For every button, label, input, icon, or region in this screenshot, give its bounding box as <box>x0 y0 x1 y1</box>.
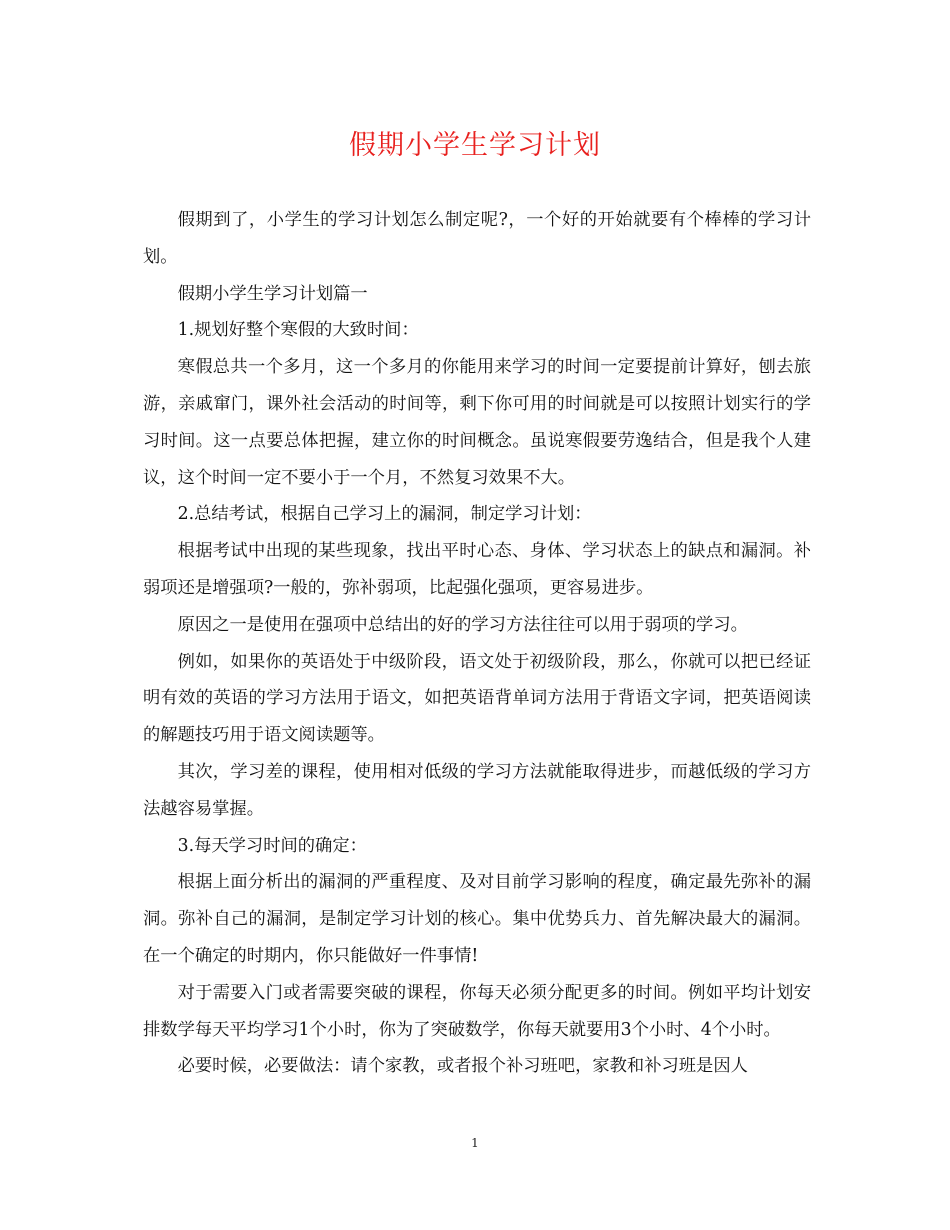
paragraph: 根据上面分析出的漏洞的严重程度、及对目前学习影响的程度，确定最先弥补的漏洞。弥补自己的漏洞，是制定学习计划的核心。集中优势兵力、首先解决最大的漏洞。在一个确定的时期内，你只能做好一件事情! <box>143 872 811 966</box>
paragraph-intro: 假期到了，小学生的学习计划怎么制定呢?，一个好的开始就要有个棒棒的学习计划。 <box>143 210 811 267</box>
document-body <box>143 202 811 1085</box>
item-heading-3: 3.每天学习时间的确定： <box>177 835 367 856</box>
paragraph: 寒假总共一个多月，这一个多月的你能用来学习的时间一定要提前计算好，刨去旅游，亲戚窜门，课外社会活动的时间等，剩下你可用的时间就是可以按照计划实行的学习时间。这一点要总体把握，建立你的时间概念。虽说寒假要劳逸结合，但是我个人建议，这个时间一定不要小于一个月，不然复习效果不大。 <box>143 357 811 488</box>
paragraph: 例如，如果你的英语处于中级阶段，语文处于初级阶段，那么，你就可以把已经证明有效的英语的学习方法用于语文，如把英语背单词方法用于背语文字词，把英语阅读的解题技巧用于语文阅读题等。 <box>143 651 811 746</box>
document-title: 假期小学生学习计划 <box>349 130 601 161</box>
item-heading-2: 2.总结考试，根据自己学习上的漏洞，制定学习计划： <box>177 504 592 525</box>
paragraph: 根据考试中出现的某些现象，找出平时心态、身体、学习状态上的缺点和漏洞。补弱项还是增强项?一般的，弥补弱项，比起强化强项，更容易进步。 <box>143 541 811 598</box>
paragraph: 对于需要入门或者需要突破的课程，你每天必须分配更多的时间。例如平均计划安排数学每天平均学习1个小时，你为了突破数学，你每天就要用3个小时、4个小时。 <box>143 982 811 1040</box>
page-number: 1 <box>471 1136 479 1150</box>
section-heading: 假期小学生学习计划篇一 <box>177 283 368 304</box>
paragraph: 其次，学习差的课程，使用相对低级的学习方法就能取得进步，而越低级的学习方法越容易掌握。 <box>143 761 811 819</box>
paragraph: 必要时候，必要做法：请个家教，或者报个补习班吧，家教和补习班是因人 <box>177 1056 748 1077</box>
paragraph: 原因之一是使用在强项中总结出的好的学习方法往往可以用于弱项的学习。 <box>177 614 748 635</box>
item-heading-1: 1.规划好整个寒假的大致时间： <box>177 320 419 341</box>
